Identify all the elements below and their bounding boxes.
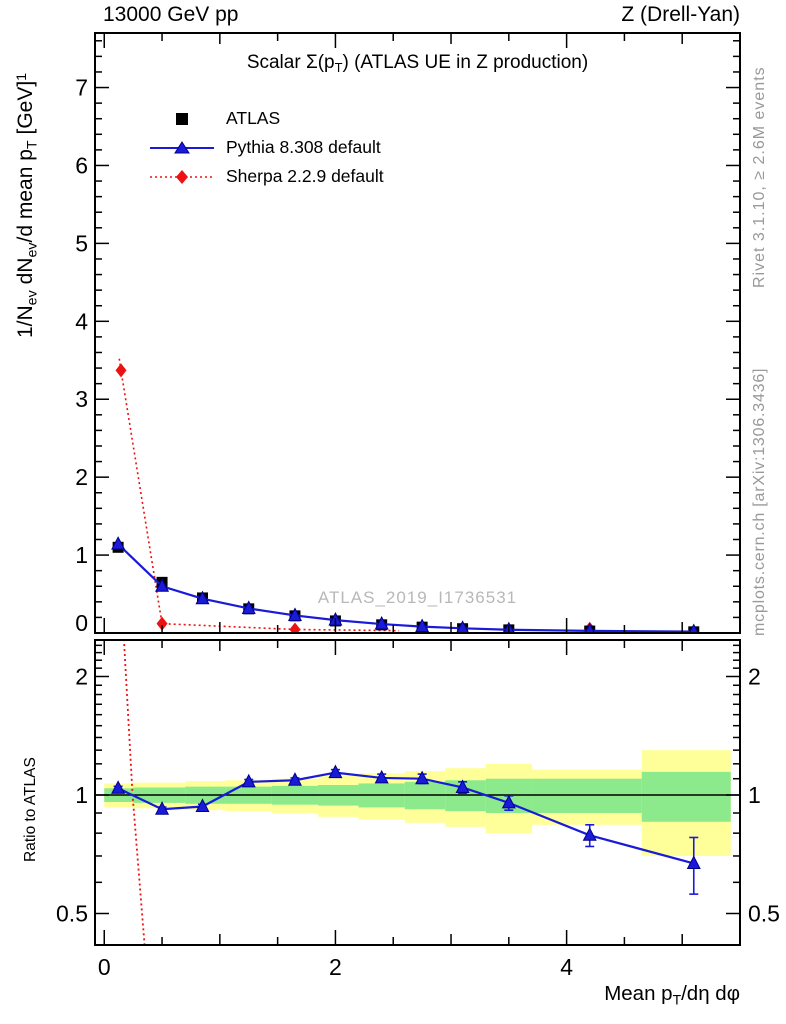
svg-text:4: 4: [560, 954, 574, 980]
svg-text:0: 0: [97, 954, 111, 980]
plot-title: [95, 52, 740, 75]
svg-text:1: 1: [75, 782, 88, 808]
svg-text:2: 2: [748, 663, 761, 690]
legend-label: Sherpa 2.2.9 default: [226, 166, 384, 186]
svg-text:0.5: 0.5: [56, 900, 88, 927]
svg-text:2: 2: [75, 464, 88, 491]
blue-triangle-line-marker-icon: [148, 140, 216, 156]
legend: [148, 104, 384, 191]
svg-text:0.5: 0.5: [748, 900, 780, 927]
main-y-axis-label: $1/N_{ev}$ $dN_{ev}/d$ mean $p_T$ [GeV]$^1$: [14, 72, 41, 338]
process-title: Z (Drell-Yan): [621, 3, 740, 26]
x-axis-label: Mean $p_T/d\eta$ dφ: [604, 982, 740, 1008]
legend-item-sherpa: [148, 162, 384, 191]
svg-text:1: 1: [75, 542, 88, 569]
red-diamond-dotted-line-marker-icon: [148, 169, 216, 185]
ratio-y-axis-label: Ratio to ATLAS: [22, 757, 39, 862]
svg-text:7: 7: [75, 74, 88, 101]
svg-text:5: 5: [75, 230, 88, 257]
analysis-watermark: ATLAS_2019_I1736531: [317, 588, 518, 607]
legend-label: Pythia 8.308 default: [226, 137, 381, 157]
observable-subscript: T: [334, 60, 343, 76]
svg-text:2: 2: [75, 663, 88, 690]
observable-name: Scalar Σ(p: [246, 52, 335, 73]
beam-energy-title: 13000 GeV pp: [103, 3, 239, 26]
svg-text:2: 2: [329, 954, 342, 980]
legend-item-pythia: [148, 133, 384, 162]
legend-item-atlas: [148, 104, 384, 133]
svg-text:1: 1: [748, 782, 761, 808]
mcplots-arxiv-credit: mcplots.cern.ch [arXiv:1306.3436]: [751, 367, 768, 636]
rivet-version-credit: Rivet 3.1.10, ≥ 2.6M events: [751, 66, 768, 288]
svg-text:0: 0: [75, 610, 88, 636]
black-square-marker-icon: [148, 111, 216, 127]
legend-label: ATLAS: [226, 108, 281, 128]
svg-text:3: 3: [75, 386, 88, 413]
observable-rest: ) (ATLAS UE in Z production): [342, 52, 589, 73]
svg-text:4: 4: [75, 308, 88, 335]
svg-text:6: 6: [75, 152, 88, 179]
